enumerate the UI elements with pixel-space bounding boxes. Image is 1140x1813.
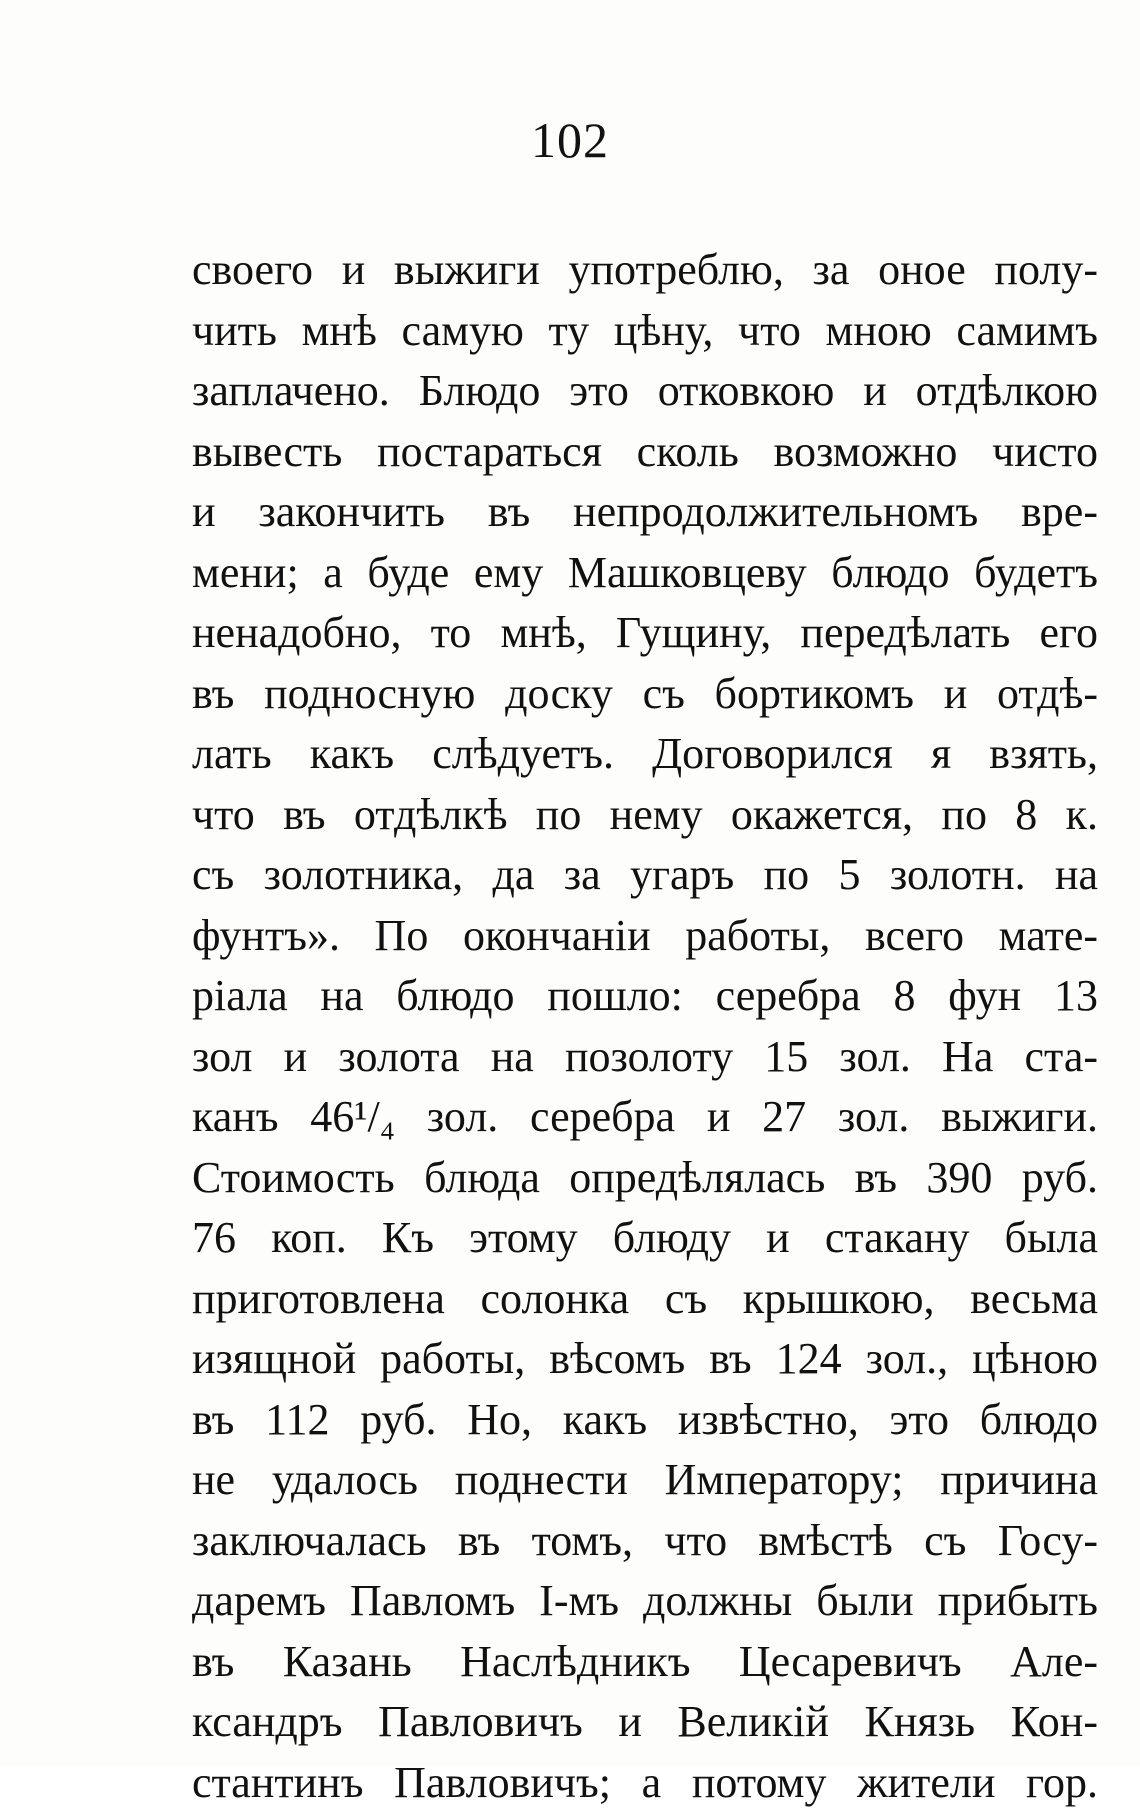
text-line: что въ отдѣлкѣ по нему окажется, по 8 к. [192, 785, 1098, 846]
text-line: ненадобно, то мнѣ, Гущину, передѣлать его [192, 603, 1098, 664]
text-line: приготовлена солонка съ крышкою, весьма [192, 1269, 1098, 1330]
text-line: лать какъ слѣдуетъ. Договорился я взять, [192, 724, 1098, 785]
text-line: въ 112 руб. Но, какъ извѣстно, это блюдо [192, 1390, 1098, 1451]
text-line: ріала на блюдо пошло: серебра 8 фун 13 [192, 966, 1098, 1027]
text-line: изящной работы, вѣсомъ въ 124 зол., цѣною [192, 1329, 1098, 1390]
body-text [192, 240, 1098, 1813]
text-line: Стоимость блюда опредѣлялась въ 390 руб. [192, 1148, 1098, 1209]
text-line: въ Казань Наслѣдникъ Цесаревичъ Але- [192, 1632, 1098, 1693]
text-line: съ золотника, да за угаръ по 5 золотн. на [192, 845, 1098, 906]
text-line: чить мнѣ самую ту цѣну, что мною самимъ [192, 301, 1098, 362]
text-line: 76 коп. Къ этому блюду и стакану была [192, 1208, 1098, 1269]
text-line: своего и выжиги употреблю, за оное полу- [192, 240, 1098, 301]
text-line: фунтъ». По окончаніи работы, всего мате- [192, 906, 1098, 967]
text-line: зол и золота на позолоту 15 зол. На ста- [192, 1027, 1098, 1088]
text-line: и закончить въ непродолжительномъ вре- [192, 482, 1098, 543]
text-line: даремъ Павломъ І-мъ должны были прибыть [192, 1571, 1098, 1632]
text-line: не удалось поднести Императору; причина [192, 1450, 1098, 1511]
text-line: заключалась въ томъ, что вмѣстѣ съ Госу- [192, 1511, 1098, 1572]
text-line: стантинъ Павловичъ; а потому жители гор. [192, 1753, 1098, 1813]
text-line: ксандръ Павловичъ и Великій Князь Кон- [192, 1692, 1098, 1753]
text-line: въ подносную доску съ бортикомъ и отдѣ- [192, 664, 1098, 725]
text-line: канъ 46¹/₄ зол. серебра и 27 зол. выжиги. [192, 1087, 1098, 1148]
text-line: заплачено. Блюдо это отковкою и отдѣлкою [192, 361, 1098, 422]
text-line: вывесть постараться сколь возможно чисто [192, 422, 1098, 483]
page-number: 102 [0, 110, 1140, 170]
text-line: мени; а буде ему Машковцеву блюдо будетъ [192, 543, 1098, 604]
